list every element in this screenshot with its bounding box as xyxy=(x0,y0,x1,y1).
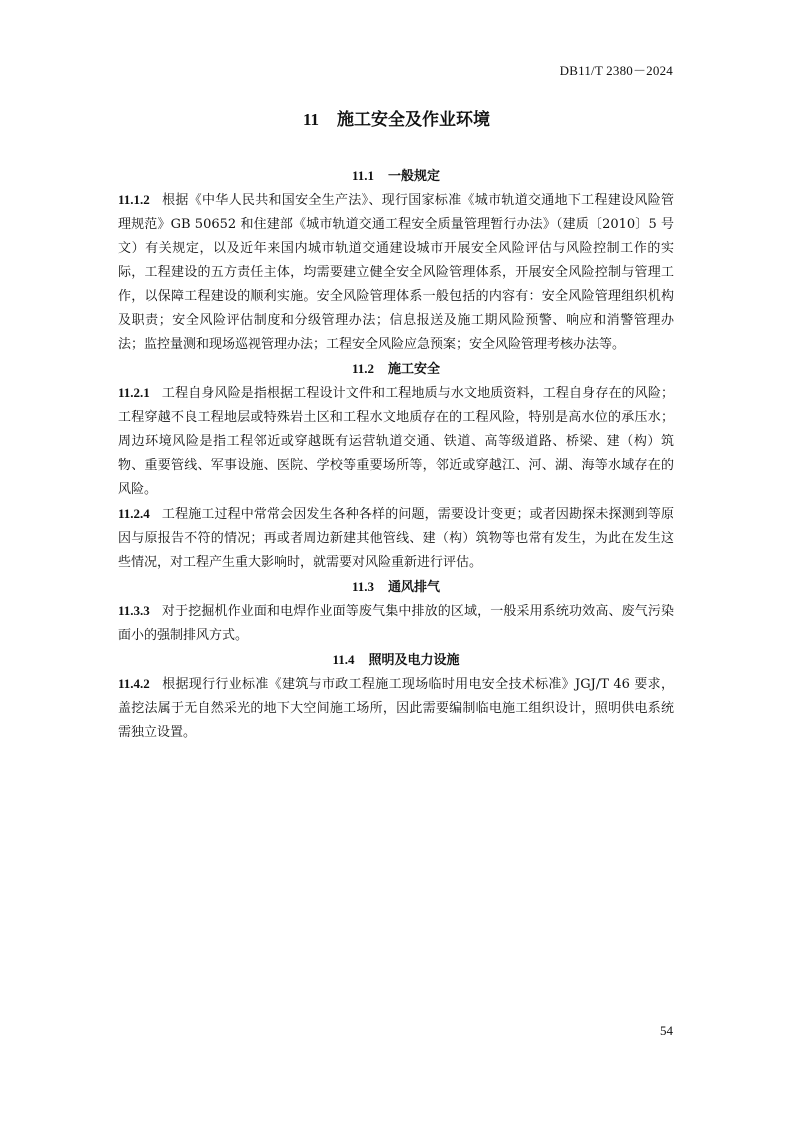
section-number: 11.4 xyxy=(332,652,355,667)
section-number: 11.1 xyxy=(351,168,375,183)
section-title: 一般规定 xyxy=(388,169,441,184)
section-heading-11-3 xyxy=(118,575,674,599)
section-number: 11.2 xyxy=(351,361,375,376)
clause-11-2-4 xyxy=(118,502,674,575)
clause-text: 根据《中华人民共和国安全生产法》、现行国家标准《城市轨道交通地下工程建设风险管理规范》GB 50652 和住建部《城市轨道交通工程安全质量管理暂行办法》（建质〔2010〕5 号文）有关规定，以及近年来国内城市轨道交通建设城市开展安全风险评估与风险控制工作的实际，工程建设的五方责任主体，均需要建立健全安全风险管理体系，开展安全风险控制与管理工作，以保障工程建设的顺利实施。安全风险管理体系一般包括的内容有：安全风险管理组织机构及职责；安全风险评估制度和分级管理办法；信息报送及施工期风险预警、响应和消警管理办法；监控量测和现场巡视管理办法；工程安全风险应急预案；安全风险管理考核办法等。 xyxy=(118,193,674,352)
clause-text: 工程自身风险是指根据工程设计文件和工程地质与水文地质资料，工程自身存在的风险；工程穿越不良工程地层或特殊岩土区和工程水文地质存在的工程风险，特别是高水位的承压水；周边环境风险是指工程邻近或穿越既有运营轨道交通、铁道、高等级道路、桥梁、建（构）筑物、重要管线、军事设施、医院、学校等重要场所等，邻近或穿越江、河、湖、海等水域存在的风险。 xyxy=(118,386,674,497)
section-title: 施工安全 xyxy=(388,362,441,377)
section-heading-11-1 xyxy=(118,164,674,188)
page-number: 54 xyxy=(660,1023,673,1038)
clause-11-2-1 xyxy=(118,381,674,502)
clause-number: 11.3.3 xyxy=(118,603,150,618)
clause-text: 工程施工过程中常常会因发生各种各样的问题，需要设计变更；或者因勘探未探测到等原因与原报告不符的情况；再或者周边新建其他管线、建（构）筑物等也常有发生，为此在发生这些情况，对工程产生重大影响时，就需要对风险重新进行评估。 xyxy=(118,507,674,570)
clause-11-4-2 xyxy=(118,672,674,745)
clause-11-1-2 xyxy=(118,188,674,357)
clause-number: 11.1.2 xyxy=(118,192,150,207)
clause-number: 11.2.1 xyxy=(118,385,150,400)
section-title: 通风排气 xyxy=(388,580,441,595)
document-number: DB11/T 2380－2024 xyxy=(559,63,673,78)
chapter-title-text: 施工安全及作业环境 xyxy=(337,110,491,130)
document-body xyxy=(118,164,674,745)
section-heading-11-2 xyxy=(118,357,674,381)
clause-text: 根据现行行业标准《建筑与市政工程施工现场临时用电安全技术标准》JGJ/T 46 要求，盖挖法属于无自然采光的地下大空间施工场所，因此需要编制临电施工组织设计，照明供电系统需独立设置。 xyxy=(118,677,674,740)
clause-number: 11.4.2 xyxy=(118,676,150,691)
chapter-title xyxy=(0,105,793,130)
chapter-number: 11 xyxy=(302,110,320,129)
clause-number: 11.2.4 xyxy=(118,506,150,521)
clause-11-3-3 xyxy=(118,599,674,648)
section-number: 11.3 xyxy=(351,579,375,594)
section-title: 照明及电力设施 xyxy=(368,653,460,668)
section-heading-11-4 xyxy=(118,648,674,672)
clause-text: 对于挖掘机作业面和电焊作业面等废气集中排放的区域，一般采用系统功效高、废气污染面小的强制排风方式。 xyxy=(118,604,674,643)
